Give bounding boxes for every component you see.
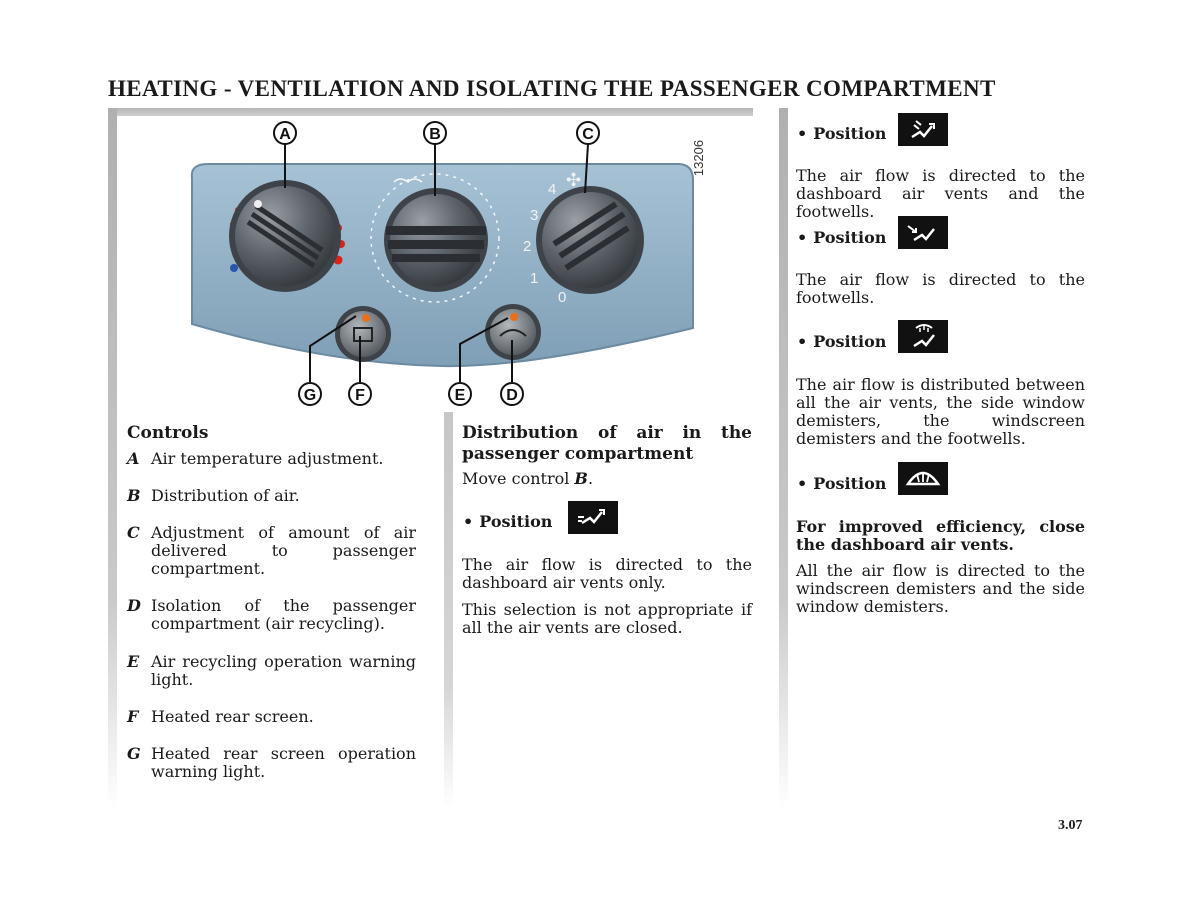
frame-top-bar bbox=[108, 108, 753, 116]
distribution-para-1: The air flow is directed to the dashboard air vents only. bbox=[462, 555, 752, 592]
callout-g: G bbox=[303, 387, 317, 404]
distribution-para-2: This selection is not appropriate if all the air vents are closed. bbox=[462, 600, 752, 637]
position-text-1: The air flow is directed to the dashboard air vents and the footwells. bbox=[796, 166, 1085, 221]
control-item-a bbox=[127, 450, 416, 468]
instruction-prefix: Move control bbox=[462, 469, 575, 488]
position-note: For improved efficiency, close the dashboard air vents. bbox=[796, 517, 1085, 554]
distribution-heading: Distribution of air in the passenger compartment bbox=[462, 423, 752, 464]
figure-reference-number: 13206 bbox=[691, 139, 706, 177]
position-label: Position bbox=[813, 124, 887, 143]
control-item-d bbox=[127, 597, 416, 633]
callout-b: B bbox=[429, 126, 441, 143]
temperature-knob bbox=[229, 180, 341, 292]
fan-scale-1: 1 bbox=[530, 270, 539, 287]
footwell-icon bbox=[898, 216, 948, 249]
control-item-g bbox=[127, 745, 416, 781]
dashboard-vents-icon bbox=[568, 501, 618, 534]
callout-d: D bbox=[506, 387, 518, 404]
frame-left-bar bbox=[108, 108, 117, 808]
distribution-instruction bbox=[462, 470, 752, 488]
position-text-3: The air flow is distributed between all the air vents, the side window demisters, the windscreen demisters and the footwells. bbox=[796, 375, 1085, 448]
position-text-4: All the air flow is directed to the windscreen demisters and the side window demisters. bbox=[796, 561, 1085, 616]
control-desc: Isolation of the passenger compartment (air recycling). bbox=[151, 596, 416, 633]
callout-c: C bbox=[582, 126, 594, 143]
control-key: D bbox=[127, 596, 141, 615]
instruction-suffix: . bbox=[587, 469, 594, 488]
position-label: Position bbox=[813, 228, 887, 247]
control-key: A bbox=[127, 449, 140, 468]
distribution-knob bbox=[384, 188, 488, 292]
frame-right-bar bbox=[779, 108, 788, 808]
position-footwell: • Position bbox=[797, 228, 887, 247]
position-text-2: The air flow is directed to the footwells. bbox=[796, 270, 1085, 307]
control-key: E bbox=[127, 652, 140, 671]
control-desc: Adjustment of amount of air delivered to passenger compartment. bbox=[151, 523, 416, 578]
control-item-c bbox=[127, 524, 416, 578]
control-item-b bbox=[127, 487, 416, 505]
callout-f: F bbox=[355, 387, 365, 404]
controls-heading: Controls bbox=[127, 423, 209, 443]
fan-speed-knob bbox=[536, 186, 644, 294]
control-desc: Distribution of air. bbox=[151, 486, 300, 505]
control-item-e bbox=[127, 653, 416, 689]
control-item-f bbox=[127, 708, 416, 726]
fan-scale-0: 0 bbox=[558, 289, 567, 306]
control-desc: Heated rear screen operation warning light. bbox=[151, 744, 416, 781]
control-key: G bbox=[127, 744, 141, 763]
position-windscreen: • Position bbox=[797, 474, 887, 493]
control-desc: Air temperature adjustment. bbox=[151, 449, 384, 468]
page-title: HEATING - VENTILATION AND ISOLATING THE PASSENGER COMPARTMENT bbox=[108, 76, 996, 101]
fan-scale-3: 3 bbox=[530, 207, 539, 224]
fan-scale-4: 4 bbox=[548, 181, 557, 198]
instruction-key: B bbox=[574, 469, 588, 488]
control-desc: Heated rear screen. bbox=[151, 707, 314, 726]
control-panel-figure bbox=[130, 118, 736, 410]
control-desc: Air recycling operation warning light. bbox=[151, 652, 416, 689]
callout-e: E bbox=[454, 387, 466, 404]
all-vents-demist-icon bbox=[898, 320, 948, 353]
heated-rear-screen-button bbox=[335, 306, 391, 362]
position-all-vents: • Position bbox=[797, 332, 887, 351]
callout-a: A bbox=[279, 126, 291, 143]
frame-middle-bar bbox=[444, 412, 453, 808]
position-dashboard: • Position bbox=[463, 512, 553, 531]
fan-icon: ✣ bbox=[566, 170, 582, 191]
windscreen-demist-icon bbox=[898, 462, 948, 495]
dashboard-and-footwell-icon bbox=[898, 113, 948, 146]
fan-scale-2: 2 bbox=[523, 238, 532, 255]
control-key: F bbox=[127, 707, 139, 726]
position-label: Position bbox=[479, 512, 553, 531]
position-dashboard-footwell: • Position bbox=[797, 124, 887, 143]
page-number: 3.07 bbox=[1058, 818, 1083, 833]
position-label: Position bbox=[813, 474, 887, 493]
position-label: Position bbox=[813, 332, 887, 351]
control-key: C bbox=[127, 523, 140, 542]
control-key: B bbox=[127, 486, 141, 505]
